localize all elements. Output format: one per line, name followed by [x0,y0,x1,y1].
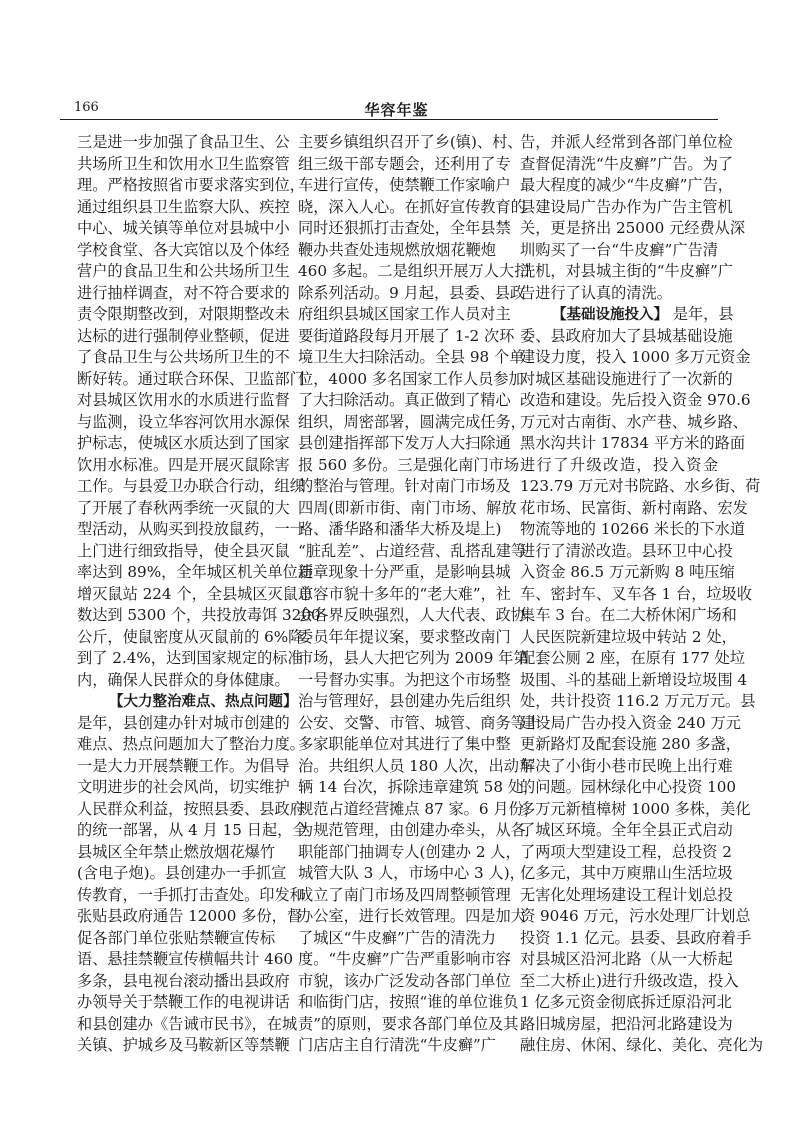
text-line: 报 560 多份。三是强化南门市场 [298,455,519,474]
text-line: 达标的进行强制停业整顿，促进 [77,326,290,345]
text-line: 文明进步的社会风尚，切实维护 [77,778,290,796]
text-line: 车进行宣传，使禁鞭工作家喻户 [298,176,511,194]
text-line: 职能部门抽调专人(创建办 2 人， [298,842,521,861]
running-title: 华容年鉴 [364,101,429,119]
text-line: 主要乡镇组织召开了乡(镇)、村、 [298,133,523,151]
text-line: 对城区基础设施进行了一次新的 [520,369,733,388]
text-line: 对县城区饮用水的水质进行监督 [77,391,290,409]
text-line: 组三级干部专题会，还利用了专 [298,154,511,173]
text-line: 告进行了认真的清洗。 [520,283,672,302]
text-line: 了两项大型建设工程，总投资 2 [520,842,732,861]
text-line: 县城区全年禁止燃放烟花爆竹 [77,842,275,861]
text-line: 学校食堂、各大宾馆以及个体经 [77,240,290,259]
text-line: 建设局广告办投入资金 240 万元 [520,713,741,732]
text-line: 数达到 5300 个，共投放毒饵 3200 [77,606,321,624]
text-line: 460 多起。二是组织开展万人大扫 [298,262,530,280]
text-line: 办领导关于禁鞭工作的电视讲话 [77,993,290,1011]
text-column-1 [77,132,321,1057]
text-line: 通过组织县卫生监察大队、疾控 [77,197,290,216]
text-line: 共场所卫生和饮用水卫生监察管 [77,154,290,173]
text-line: 对县城区沿河北路（从一大桥起 [520,950,733,968]
text-line: 了开展了春秋两季统一灭鼠的大 [77,498,290,517]
text-line: 融住房、休闲、绿化、美化、亮化为 [520,1036,763,1054]
text-line: 治。共组织人员 180 人次，出动车 [298,756,535,775]
text-line: 张贴县政府通告 12000 多份，督 [77,907,303,925]
text-line: 投资 1.1 亿元。县委、县政府着手 [520,928,752,947]
text-line: 物流等地的 10266 米长的下水道 [520,520,746,538]
text-line: 府组织县城区国家工作人员对主 [298,305,511,323]
text-line: 最大程度的减少“牛皮癣”广告， [520,176,733,194]
text-line: 违章现象十分严重，是影响县城 [298,563,511,581]
text-line: 同时还狠抓打击查处，全年县禁 [298,219,511,237]
text-line: 语、悬挂禁鞭宣传横幅共计 460 [77,950,294,968]
text-line: 万元对古南街、水产巷、城乡路、 [520,412,748,431]
text-line: 查督促清洗“牛皮癣”广告。为了 [520,154,733,173]
text-line: 公安、交警、市管、城管、商务等十 [298,713,541,732]
header-rule [60,119,718,120]
text-line: 营户的食品卫生和公共场所卫生 [77,262,290,280]
heading-continuation: 是年，县 [668,305,734,323]
text-line: 进行了清淤改造。县环卫中心投 [520,541,733,560]
text-line: 晓，深入人心。在抓好宣传教育的 [298,197,526,216]
section-heading-line [520,304,734,326]
text-line: 和县创建办《告诫市民书》，在城 [77,1014,298,1033]
page-number: 166 [74,100,99,115]
text-line: 市场，县人大把它列为 2009 年第 [298,649,529,667]
text-line: 多条，县电视台滚动播出县政府 [77,971,290,990]
text-line: 理。严格按照省市要求落实到位， [77,176,305,194]
text-line: 一号督办实事。为把这个市场整 [298,670,511,689]
text-line: 与监测，设立华容河饮用水源保 [77,412,290,431]
text-line: 是年，县创建办针对城市创建的 [77,713,290,732]
text-line: 集车 3 台。在二大桥休闲广场和 [520,606,737,624]
text-line: 规范占道经营摊点 87 家。6 月份， [298,799,539,818]
text-line: 中心、城关镇等单位对县城中小 [77,219,290,237]
text-line: 关镇、护城乡及马鞍新区等禁鞭 [77,1036,290,1054]
text-line: 为规范管理，由创建办牵头，从各 [298,821,526,839]
text-line: 资 9046 万元，污水处理厂计划总 [520,907,751,925]
text-line: 入资金 86.5 万元新购 8 吨压缩 [520,563,735,581]
section-heading-line [77,691,298,713]
text-line: 促各部门单位张贴禁鞭宣传标 [77,928,275,947]
text-line: 四周(即新市街、南门市场、解放 [298,498,517,517]
text-line: 县建设局广告办作为广告主管机 [520,197,733,216]
text-line: 告，并派人经常到各部门单位检 [520,133,733,151]
text-line: 难点、热点问题加大了整治力度。 [77,735,305,753]
text-line: 1 亿多元资金彻底拆迁原沿河北 [520,993,732,1011]
text-column-3 [520,132,763,1057]
text-line: 路旧城房屋，把沿河北路建设为 [520,1014,733,1033]
text-line: 的问题。园林绿化中心投资 100 [520,778,737,796]
text-line: 成立了南门市场及四周整顿管理 [298,885,511,904]
text-line: 公斤，使鼠密度从灭鼠前的 6%降 [77,627,304,646]
section-heading: 【大力整治难点、热点问题】 [109,694,298,710]
text-line: 工作。与县爱卫办联合行动，组织 [77,477,305,495]
text-line: 一是大力开展禁鞭工作。为倡导 [77,756,290,775]
text-line: 委员年年提议案，要求整改南门 [298,627,511,646]
text-line: 人民医院新建垃圾中转站 2 处， [520,627,737,646]
text-line: 车、密封车、叉车各 1 台，垃圾收 [520,584,752,603]
text-line: 更新路灯及配套设施 280 多盏， [520,735,741,753]
text-line: 了城区环境。全年全县正式启动 [520,821,733,839]
text-line: 和临街门店，按照“谁的单位谁负 [298,993,519,1011]
text-line: 组织，周密部署，圆满完成任务， [298,412,526,431]
text-line: 圾围、斗的基础上新增设垃圾围 4 [520,670,748,689]
text-line: 的整治与管理。针对南门市场及 [298,477,511,495]
text-line: 办公室，进行长效管理。四是加大 [298,907,526,925]
text-line: 处，共计投资 116.2 万元万元。县 [520,692,756,710]
text-line: 人民群众利益，按照县委、县政府 [77,799,305,818]
text-line: 多家职能单位对其进行了集中整 [298,735,511,753]
text-line: 境卫生大扫除活动。全县 98 个单 [298,348,525,366]
text-line: 县创建指挥部下发万人大扫除通 [298,434,511,452]
text-line: 市貌，该办广泛发动各部门单位 [298,971,511,990]
section-heading: 【基础设施投入】 [552,307,668,323]
text-line: 解决了小街小巷市民晚上出行难 [520,756,733,775]
text-line: 圳购买了一台“牛皮癣”广告清 [520,240,718,259]
text-line: 进行了升级改造，投入资金 [520,455,718,474]
text-line: 传教育，一手抓打击查处。印发和 [77,885,305,904]
text-line: 改造和建设。先后投入资金 970.6 [520,391,751,409]
text-line: 至二大桥止)进行升级改造，投入 [520,971,739,990]
text-line: 123.79 万元对书院路、水乡街、荷 [520,477,761,495]
text-line: 三是进一步加强了食品卫生、公 [77,133,290,151]
text-line: 路、潘华路和潘华大桥及堤上) [298,520,502,538]
text-line: “脏乱差”、占道经营、乱搭乱建等 [298,541,527,560]
text-line: 亿多元，其中万庾鼎山生活垃圾 [520,864,733,882]
text-line: 关，更是挤出 25000 元经费从深 [520,219,746,237]
text-line: 治与管理好，县创建办先后组织 [298,692,511,710]
text-line: 城管大队 3 人，市场中心 3 人)， [298,864,525,882]
text-line: 要街道路段每月开展了 1-2 次环 [298,326,515,345]
text-line: 了大扫除活动。真正做到了精心 [298,391,511,409]
text-line: 了食品卫生与公共场所卫生的不 [77,348,290,366]
text-line: 上门进行细致指导，使全县灭鼠 [77,541,290,560]
text-line: 内，确保人民群众的身体健康。 [77,670,290,689]
text-line: 了城区“牛皮癣”广告的清洗力 [298,928,496,947]
text-line: 花市场、民富街、新村南路、宏发 [520,498,748,517]
text-line: 位，4000 多名国家工作人员参加 [298,369,524,388]
text-line: 配套公厕 2 座，在原有 177 处垃 [520,649,746,667]
text-line: 增灭鼠站 224 个，全县城区灭鼠总 [77,584,314,603]
text-line: 责令限期整改到，对限期整改未 [77,305,290,323]
text-line: 市容市貌十多年的“老大难”，社 [298,584,511,603]
text-line: 黑水沟共计 17834 平方米的路面 [520,434,746,452]
text-line: 度。“牛皮癣”广告严重影响市容 [298,950,511,968]
text-column-2 [298,132,541,1057]
text-line: 鞭办共查处违规燃放烟花鞭炮 [298,240,496,259]
text-line: 率达到 89%，全年城区机关单位新 [77,563,314,581]
text-line: 饮用水标准。四是开展灭鼠除害 [77,455,290,474]
text-line: 委、县政府加大了县城基础设施 [520,326,733,345]
text-line: (含电子炮)。县创建办一手抓宣 [77,864,287,882]
text-line: 无害化处理场建设工程计划总投 [520,885,733,904]
text-line: 辆 14 台次，拆除违章建筑 58 处， [298,778,539,796]
text-line: 护标志，使城区水质达到了国家 [77,434,290,452]
text-line: 除系列活动。9 月起，县委、县政 [298,283,526,302]
text-line: 洗机，对县城主街的“牛皮癣”广 [520,262,733,280]
text-line: 门店店主自行清洗“牛皮癣”广 [298,1036,496,1054]
text-line: 责”的原则，要求各部门单位及其 [298,1014,519,1033]
text-line: 进行抽样调查，对不符合要求的 [77,283,290,302]
text-line: 多万元新植樟树 1000 多株，美化 [520,799,751,818]
text-line: 型活动，从购买到投放鼠药，一一 [77,520,305,538]
text-line: 会各界反映强烈，人大代表、政协 [298,606,526,624]
text-line: 断好转。通过联合环保、卫监部门 [77,369,305,388]
text-line: 的统一部署，从 4 月 15 日起，全 [77,821,308,839]
text-line: 建设力度，投入 1000 多万元资金 [520,348,751,366]
text-line: 到了 2.4%，达到国家规定的标准 [77,649,303,667]
